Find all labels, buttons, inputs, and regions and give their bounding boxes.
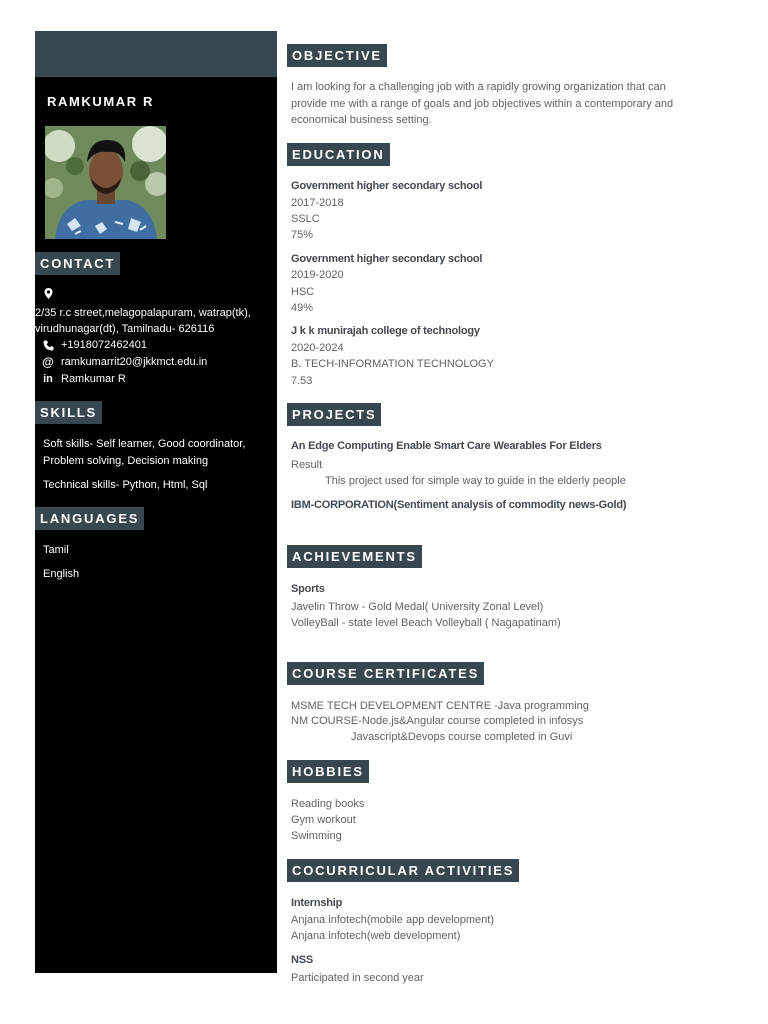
activity-item: Anjana infotech(mobile app development): [291, 914, 495, 926]
education-score: 7.53: [291, 375, 313, 387]
activity-category: NSS: [291, 954, 314, 966]
activity-item: Anjana infotech(web development): [291, 930, 461, 942]
contact-heading: CONTACT: [35, 252, 120, 275]
achievement-category: Sports: [291, 583, 325, 595]
soft-skills-line-2: Problem solving, Decision making: [43, 455, 209, 467]
education-score: 49%: [291, 302, 314, 314]
achievement-item: VolleyBall - state level Beach Volleyball ( Nagapatinam): [291, 617, 561, 629]
profile-photo: [45, 126, 166, 239]
address-line-1: 2/35 r.c street,melagopalapuram, watrap(tk),: [35, 307, 251, 319]
project-title: IBM-CORPORATION(Sentiment analysis of commodity news-Gold): [291, 499, 627, 511]
phone-icon: [40, 339, 56, 351]
sidebar: [35, 31, 277, 973]
projects-heading: PROJECTS: [287, 403, 381, 426]
education-school: Government higher secondary school: [291, 253, 483, 265]
certificate-item: MSME TECH DEVELOPMENT CENTRE -Java programming: [291, 700, 589, 712]
objective-heading: OBJECTIVE: [287, 44, 387, 67]
education-course: SSLC: [291, 213, 320, 225]
certificates-heading: COURSE CERTIFICATES: [287, 662, 484, 685]
education-heading: EDUCATION: [287, 143, 390, 166]
education-course: B. TECH-INFORMATION TECHNOLOGY: [291, 358, 494, 370]
activities-heading: COCURRICULAR ACTIVITIES: [287, 859, 519, 882]
achievements-heading: ACHIEVEMENTS: [287, 545, 422, 568]
linkedin-row: [40, 371, 126, 387]
education-years: 2017-2018: [291, 197, 344, 209]
sidebar-header-band: [35, 31, 277, 77]
achievement-item: Javelin Throw - Gold Medal( University Zonal Level): [291, 601, 544, 613]
objective-line-2: provide me with a range of goals and job objectives within a contemporary and: [291, 98, 674, 110]
education-course: HSC: [291, 286, 315, 298]
project-result-text: This project used for simple way to guide in the elderly people: [325, 475, 626, 487]
language-item: Tamil: [43, 544, 69, 556]
location-pin-icon: [40, 287, 56, 299]
skills-heading: SKILLS: [35, 401, 102, 424]
hobbies-heading: HOBBIES: [287, 760, 369, 783]
address-row: [40, 287, 61, 299]
education-school: J k k munirajah college of technology: [291, 325, 480, 337]
technical-skills: Technical skills- Python, Html, Sql: [43, 479, 208, 491]
activity-category: Internship: [291, 897, 343, 909]
education-score: 75%: [291, 229, 314, 241]
languages-heading: LANGUAGES: [35, 507, 144, 530]
phone-row: [40, 337, 147, 353]
certificate-item: Javascript&Devops course completed in Guvi: [351, 731, 573, 743]
project-result-label: Result: [291, 459, 323, 471]
objective-line-3: economical business setting.: [291, 114, 432, 126]
objective-line-1: I am looking for a challenging job with a rapidly growing organization that can: [291, 81, 666, 93]
education-years: 2020-2024: [291, 342, 344, 354]
hobby-item: Gym workout: [291, 814, 356, 826]
hobby-item: Swimming: [291, 830, 342, 842]
project-title: An Edge Computing Enable Smart Care Wearables For Elders: [291, 440, 602, 452]
education-school: Government higher secondary school: [291, 180, 483, 192]
education-years: 2019-2020: [291, 269, 344, 281]
language-item: English: [43, 568, 80, 580]
certificate-item: NM COURSE-Node.js&Angular course completed in infosys: [291, 715, 584, 727]
soft-skills-line-1: Soft skills- Self learner, Good coordinator,: [43, 438, 246, 450]
activity-item: Participated in second year: [291, 972, 424, 984]
phone-number[interactable]: +1918072462401: [61, 339, 147, 351]
candidate-name: RAMKUMAR R: [47, 94, 154, 109]
address-line-2: virudhunagar(dt), Tamilnadu- 626116: [35, 323, 215, 335]
linkedin-icon: in: [43, 373, 53, 385]
email-address[interactable]: ramkumarrit20@jkkmct.edu.in: [61, 356, 208, 368]
at-sign-icon: @: [42, 355, 54, 369]
linkedin-name[interactable]: Ramkumar R: [61, 373, 126, 385]
hobby-item: Reading books: [291, 798, 365, 810]
email-row: [40, 354, 207, 370]
